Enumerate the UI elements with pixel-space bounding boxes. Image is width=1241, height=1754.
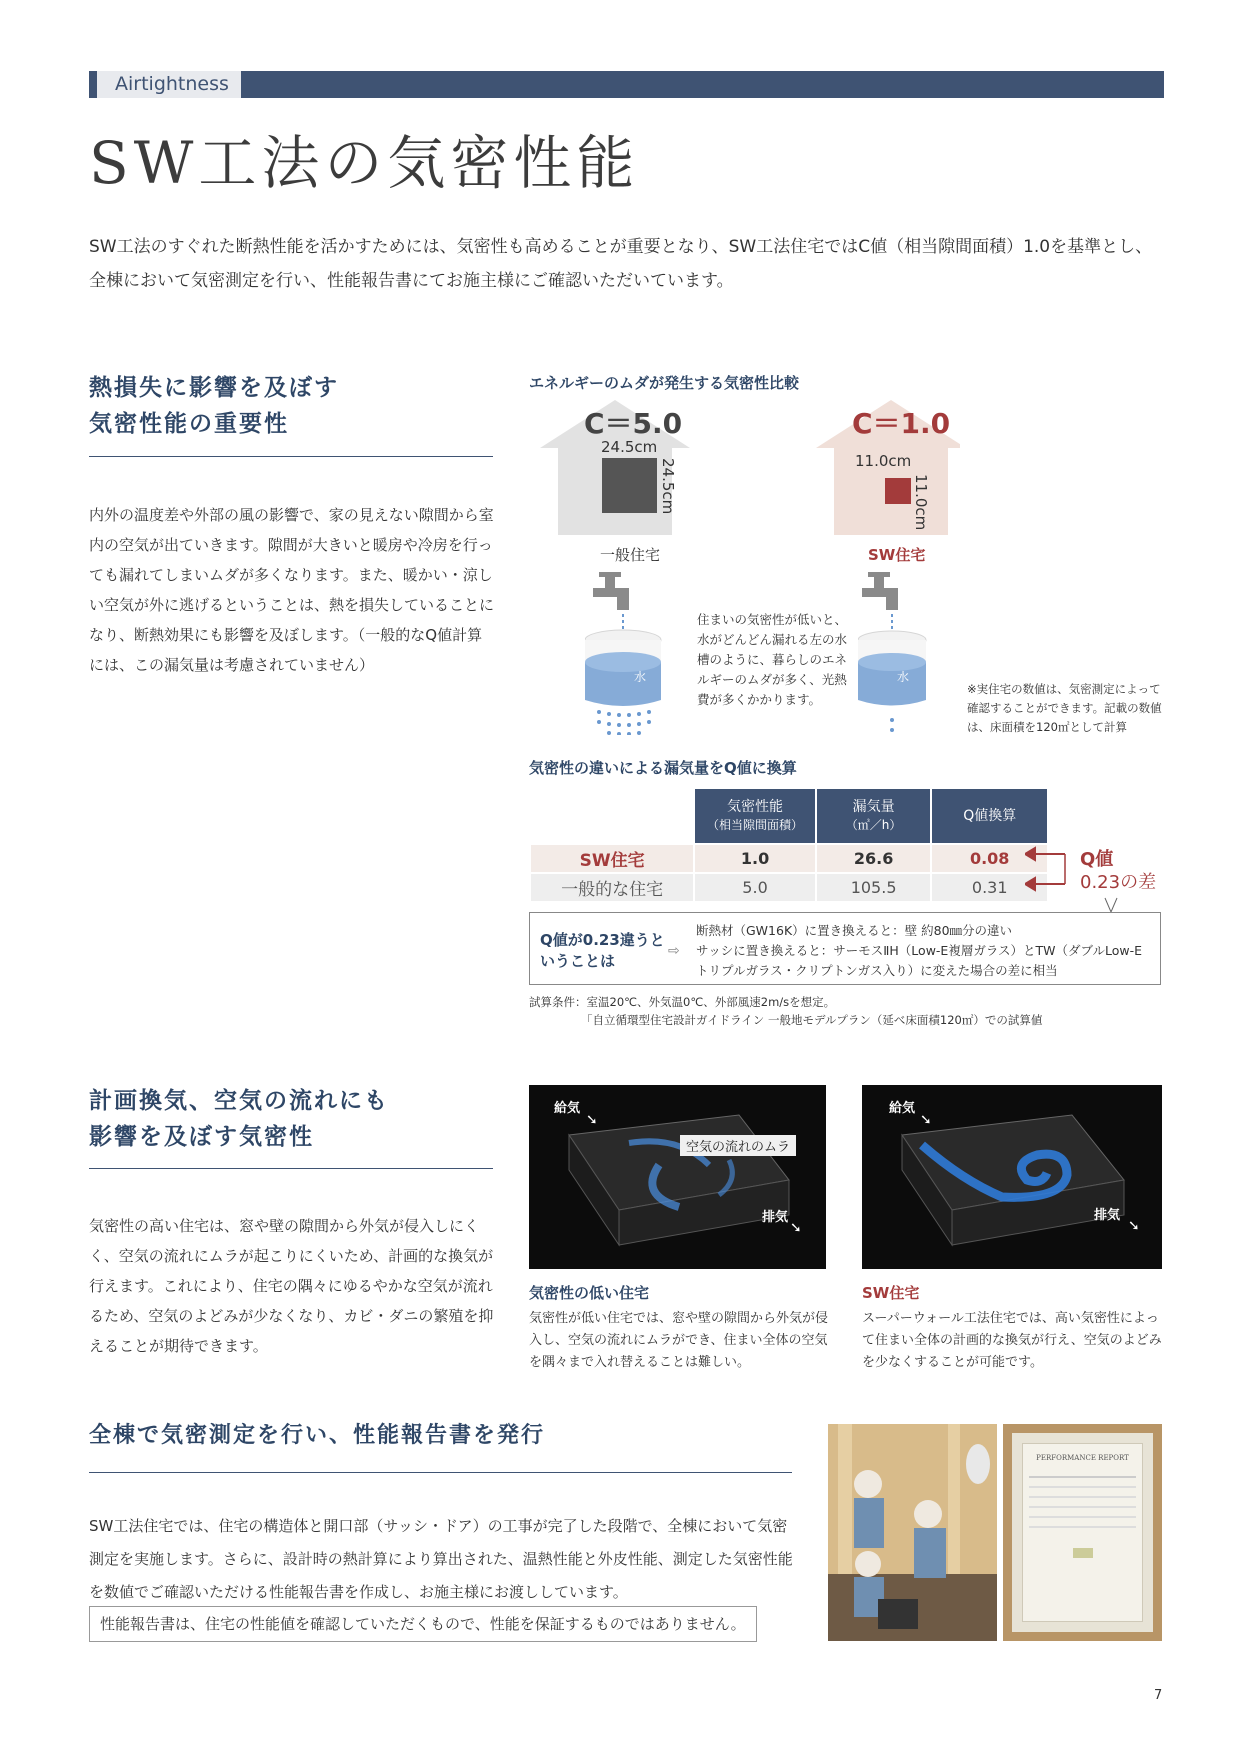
sw-caption: SW住宅 — [868, 546, 926, 564]
row-q-value: 0.31 — [931, 873, 1048, 902]
comparison-side-note: ※実住宅の数値は、気密測定によって確認することができます。記載の数値は、床面積を120㎡として計算 — [967, 682, 1162, 734]
faucet-icon — [862, 572, 898, 610]
row-label: SW住宅 — [530, 844, 694, 873]
row-leakage: 105.5 — [816, 873, 932, 902]
general-caption: 一般住宅 — [600, 546, 661, 564]
general-height-label: 24.5cm — [659, 458, 677, 515]
report-title: PERFORMANCE REPORT — [1036, 1454, 1129, 1462]
intro-paragraph: SW工法のすぐれた断熱性能を活かすためには、気密性も高めることが重要となり、SW工法住宅ではC値（相当隙間面積）1.0を基準とし、全棟において気密測定を行い、性能報告書にてお施主様にご確認いただいています。 — [89, 237, 1153, 291]
disclaimer-box: 性能報告書は、住宅の性能値を確認していただくもので、性能を保証するものではありません。 — [89, 1606, 757, 1642]
photo1-exhaust-label: 排気 — [762, 1210, 789, 1225]
comparison-heading: エネルギーのムダが発生する気密性比較 — [529, 374, 800, 392]
photo1-uneven-label: 空気の流れのムラ — [680, 1135, 796, 1156]
photo-airtightness-test — [828, 1424, 997, 1641]
section3-rule — [89, 1472, 792, 1473]
section1-rule — [89, 456, 493, 457]
table-header-leakage: 漏気量 （㎥／h） — [816, 788, 932, 844]
table-corner — [530, 788, 694, 844]
sw-tank-illustration — [858, 570, 958, 735]
photo1-caption-heading: 気密性の低い住宅 — [529, 1284, 650, 1302]
section-tag: Airtightness — [89, 71, 241, 98]
performance-report-frame — [1003, 1424, 1162, 1641]
sw-height-label: 11.0cm — [912, 474, 930, 531]
row-c-value: 5.0 — [694, 873, 816, 902]
table-row-sw — [530, 844, 1048, 873]
section2-heading-line2: 影響を及ぼす気密性 — [89, 1124, 314, 1150]
q-diff-value: 0.23の差 — [1080, 872, 1157, 893]
page-title: SW工法の気密性能 — [89, 129, 640, 197]
section2-body: 気密性の高い住宅は、窓や壁の隙間から外気が侵入しにくく、空気の流れにムラが起こりにくいため、計画的な換気が行えます。これにより、住宅の隅々にゆるやかな空気が流れるため、空気のよどみが少なくなり、カビ・ダニの繁殖を抑えることが期待できます。 — [89, 1217, 494, 1355]
calc-condition-2: 「自立循環型住宅設計ガイドライン 一般地モデルプラン（延べ床面積120㎡）での試算値 — [581, 1013, 1043, 1027]
workers-testing-illustration — [828, 1424, 997, 1641]
section2-heading-line1: 計画換気、空気の流れにも — [89, 1088, 389, 1114]
sw-water-label: 水 — [897, 670, 910, 684]
photo2-exhaust-label: 排気 — [1094, 1208, 1121, 1223]
photo2-supply-label: 給気 — [889, 1101, 916, 1116]
section1-heading-line1: 熱損失に影響を及ぼす — [89, 375, 339, 401]
row-label: 一般的な住宅 — [530, 873, 694, 902]
photo2-supply-arrow-icon: ➘ — [920, 1112, 932, 1128]
photo2-caption-heading: SW住宅 — [862, 1284, 920, 1302]
q-difference-box-label: Q値が0.23違うということは — [540, 931, 665, 970]
performance-report-mat — [1012, 1433, 1153, 1632]
general-water-label: 水 — [634, 670, 647, 684]
q-value-table — [529, 787, 1049, 903]
general-width-label: 24.5cm — [601, 438, 658, 456]
header-bar — [89, 71, 1164, 98]
performance-report-document — [1022, 1443, 1143, 1622]
table-row-general — [530, 873, 1048, 902]
sw-gap-square — [885, 478, 911, 504]
page-number: 7 — [1154, 1688, 1163, 1703]
comparison-middle-note: 住まいの気密性が低いと、水がどんどん漏れる左の水槽のように、暮らしのエネルギーのムダが多く、光熱費が多くかかります。 — [697, 612, 848, 707]
photo1-caption: 気密性が低い住宅では、窓や壁の隙間から外気が侵入し、空気の流れにムラができ、住まい全体の空気を隅々まで入れ替えることは難しい。 — [529, 1311, 829, 1370]
section2-heading — [89, 1083, 389, 1155]
section1-body: 内外の温度差や外部の風の影響で、家の見えない隙間から室内の空気が出ていきます。隙間が大きいと暖房や冷房を行っても漏れてしまいムダが多くなります。また、暖かい・涼しい空気が外に逃げるということは、熱を損失していることになり、断熱効果にも影響を及ぼします。（一般的なQ値計算には、この漏気量は考慮されていません） — [89, 506, 495, 674]
q-diff-label: Q値 — [1080, 849, 1114, 870]
general-c-value: C＝5.0 — [584, 407, 683, 440]
calc-condition-1: 試算条件：室温20℃、外気温0℃、外部風速2m/sを想定。 — [529, 995, 836, 1009]
section3-heading: 全棟で気密測定を行い、性能報告書を発行 — [89, 1423, 546, 1448]
sw-c-value: C＝1.0 — [852, 407, 951, 440]
q-difference-box-text: 断熱材（GW16K）に置き換えると：壁 約80㎜分の違い サッシに置き換えると：サーモスⅡH（Low-E複層ガラス）とTW（ダブルLow-E トリプルガラス・クリプトンガス入り）に変えた場合の差に相当 — [696, 923, 1142, 978]
photo1-exhaust-arrow-icon: ➘ — [790, 1220, 802, 1236]
row-leakage: 26.6 — [816, 844, 932, 873]
photo1-supply-label: 給気 — [554, 1101, 581, 1116]
table-header-airtightness: 気密性能 （相当隙間面積） — [694, 788, 816, 844]
photo1-supply-arrow-icon: ➘ — [586, 1112, 598, 1128]
section3-body: SW工法住宅では、住宅の構造体と開口部（サッシ・ドア）の工事が完了した段階で、全棟において気密測定を実施します。さらに、設計時の熱計算により算出された、温熱性能と外皮性能、測定した気密性能を数値でご確認いただける性能報告書を作成し、お施主様にお渡ししています。 — [89, 1517, 793, 1601]
row-c-value: 1.0 — [694, 844, 816, 873]
arrow-right-icon: ⇨ — [668, 943, 680, 959]
sw-width-label: 11.0cm — [855, 452, 912, 470]
arrow-left-icon — [1025, 848, 1065, 890]
section1-heading — [89, 370, 339, 442]
photo2-caption: スーパーウォール工法住宅では、高い気密性によって住まい全体の計画的な換気が行え、空気のよどみを少なくすることが可能です。 — [862, 1311, 1162, 1370]
photo2-exhaust-arrow-icon: ➘ — [1128, 1218, 1140, 1234]
qtable-heading: 気密性の違いによる漏気量をQ値に換算 — [529, 759, 797, 777]
row-q-value: 0.08 — [931, 844, 1048, 873]
table-header-q: Q値換算 — [931, 788, 1048, 844]
general-gap-square — [602, 458, 657, 513]
section2-rule — [89, 1168, 493, 1169]
faucet-icon — [593, 572, 629, 610]
leaky-tank-illustration — [585, 570, 705, 735]
section1-heading-line2: 気密性能の重要性 — [89, 411, 289, 437]
